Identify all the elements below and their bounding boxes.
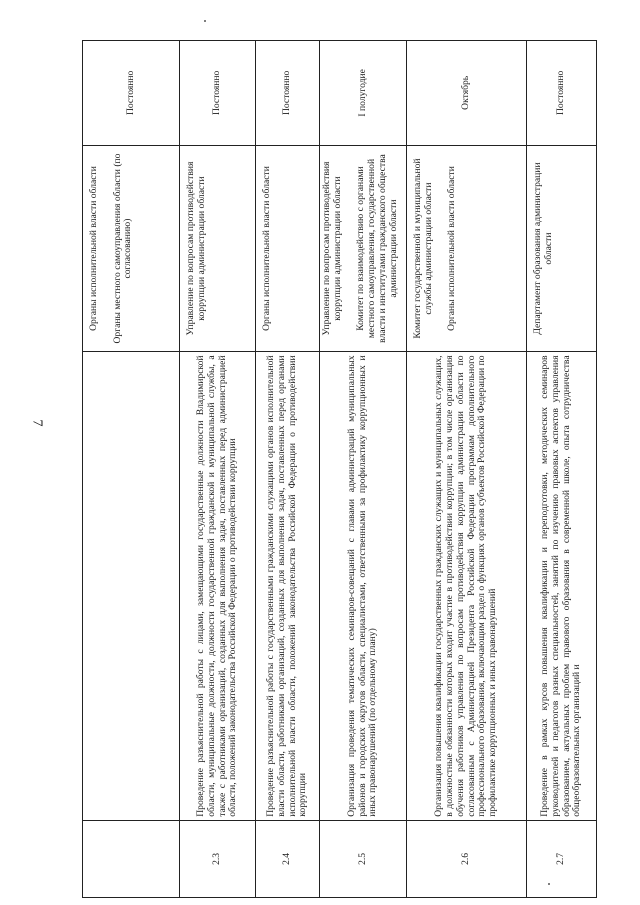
executor-cell <box>256 145 320 352</box>
executor-cell <box>407 145 527 352</box>
activity-cell <box>83 352 180 820</box>
term-cell: Постоянно <box>83 41 180 146</box>
item-number: 2.7 <box>527 820 597 897</box>
table-row <box>320 41 407 898</box>
table-row <box>180 41 256 898</box>
executor-cell <box>83 145 180 352</box>
item-number: 2.3 <box>180 820 256 897</box>
item-number: 2.4 <box>256 820 320 897</box>
executor-line: Органы местного самоуправления области (по согласованию) <box>111 153 134 344</box>
term-cell: Постоянно <box>527 41 597 146</box>
table-row <box>256 41 320 898</box>
item-number: 2.6 <box>407 820 527 897</box>
executor-cell <box>180 145 256 352</box>
term-cell: I полугодие <box>320 41 407 146</box>
term-cell: Постоянно <box>256 41 320 146</box>
executor-line: Органы исполнительной власти области <box>446 166 458 331</box>
term-cell: Постоянно <box>180 41 256 146</box>
executor-line: Управление по вопросам противодействия коррупции администрации области <box>185 161 207 336</box>
executor-line: Управление по вопросам противодействия коррупции администрации области <box>321 161 343 336</box>
scan-speck <box>204 20 206 22</box>
executor-cell <box>320 145 407 352</box>
activity-cell: Проведение разъяснительной работы с государственными гражданскими служащими органов исполнительной власти области, работниками организаций, созданных для выполнения задач, поставленных перед органами исполнительной власти области, положений законодательства Российской Федерации о противодействии коррупции <box>256 352 320 820</box>
item-number: 2.5 <box>320 820 407 897</box>
executor-line: Органы исполнительной власти области <box>261 166 272 331</box>
table-row <box>527 41 597 898</box>
anticorruption-plan-table <box>82 40 597 898</box>
table-row <box>407 41 527 898</box>
activity-cell: Организация повышения квалификации государственных гражданских служащих и муниципальных служащих, в должностные обязанности которых входит участие в противодействии коррупции; в том числе организация обучения работников управления по вопросам противодействия коррупции администрации области по согласованным с Администрацией Президента Российской Федерации программам дополнительного профессионального образования, включающим раздел о функциях органов субъектов Российской Федерации по профилактике коррупционных и иных правонарушений <box>407 352 527 820</box>
activity-cell: Организация проведения тематических семинаров-совещаний с главами администраций муниципальных районов и городских округов области, специалистами, ответственными за профилактику коррупционных и иных правонарушений (по отдельному плану) <box>320 352 407 820</box>
executor-cell <box>527 145 597 352</box>
executor-line: Комитет государственной и муниципальной службы администрации области <box>412 158 434 339</box>
executor-line: Органы исполнительной власти области <box>88 166 99 331</box>
executor-line: Комитет по взаимодействию с органами местного самоуправления, государственной власти и институтами гражданского общества администрации области <box>355 154 399 343</box>
activity-cell: Проведение в рамках курсов повышения квалификации и переподготовки, методических семинаров руководителей и педагогов разных специальностей, занятий по изучению правовых аспектов управления образованием, актуальных проблем правового образования в современной школе, опыта сотрудничества общеобразовательных организаций и <box>527 352 597 820</box>
page-number: 7 <box>29 419 45 427</box>
item-number <box>83 820 180 897</box>
activity-cell: Проведение разъяснительной работы с лицами, замещающими государственные должности Владимирской области, муниципальные должности, должности государственной гражданской и муниципальной службы, а также с работниками организаций, созданных для выполнения задач, поставленных перед администрацией области, положений законодательства Российской Федерации о противодействии коррупции <box>180 352 256 820</box>
term-cell: Октябрь <box>407 41 527 146</box>
table-row <box>83 41 180 898</box>
executor-line: Департамент образования администрации области <box>532 162 554 335</box>
rotated-table-container <box>82 40 596 898</box>
